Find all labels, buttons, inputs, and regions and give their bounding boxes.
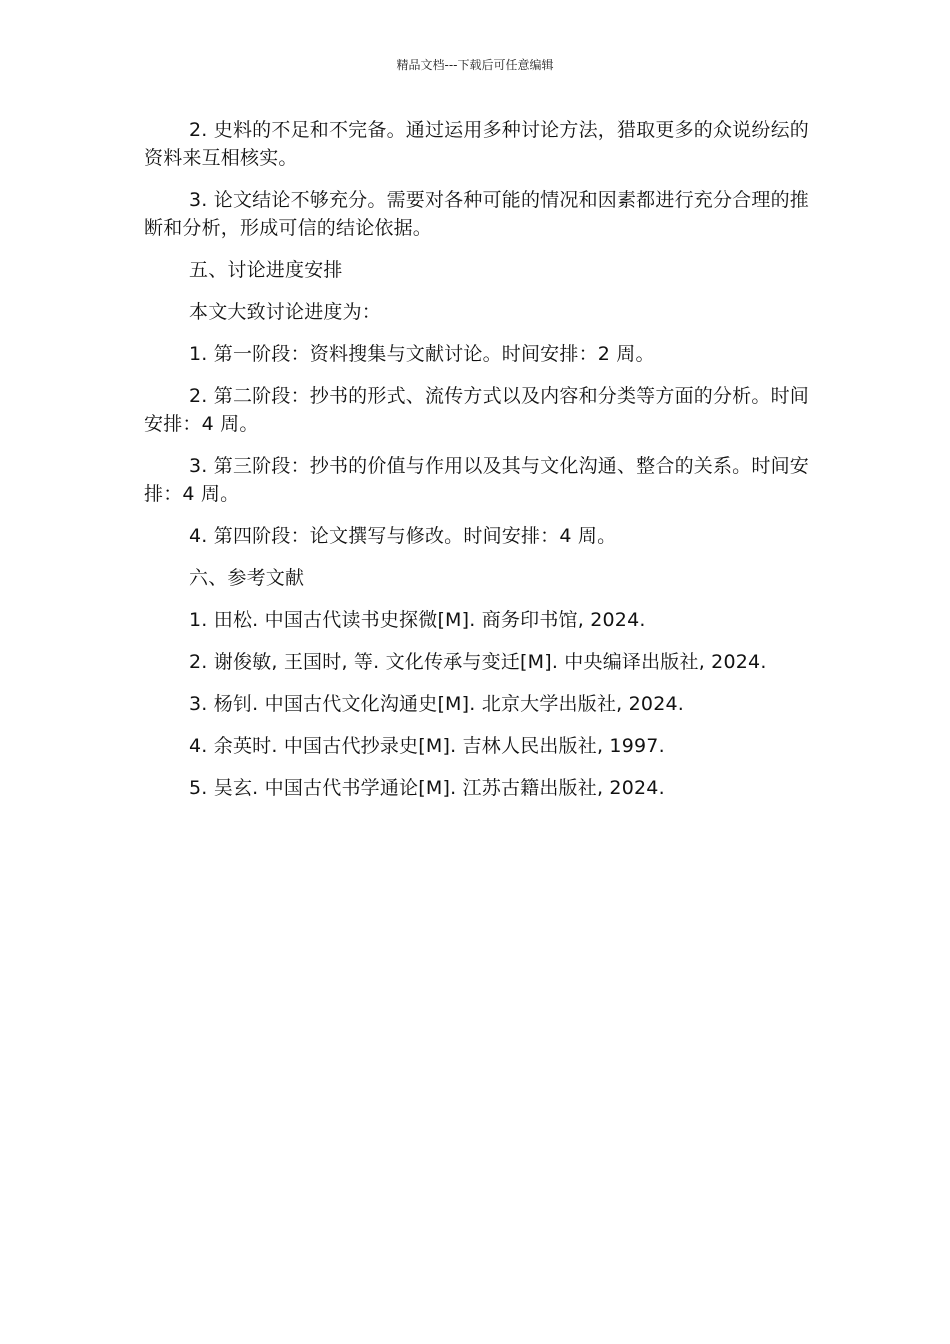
schedule-item-4: 4. 第四阶段：论文撰写与修改。时间安排：4 周。 [189, 525, 617, 547]
paragraph-limitation-3: 3. 论文结论不够充分。需要对各种可能的情况和因素都进行充分合理的推断和分析，形成可信的结论依据。 [144, 189, 809, 239]
section-heading-references: 六、参考文献 [189, 567, 305, 589]
page-header: 精品文档---下载后可任意编辑 [396, 58, 554, 72]
reference-item-1: 1. 田松. 中国古代读书史探微[M]. 商务印书馆, 2024. [189, 609, 646, 631]
reference-item-3: 3. 杨钊. 中国古代文化沟通史[M]. 北京大学出版社, 2024. [189, 693, 685, 715]
schedule-item-1: 1. 第一阶段：资料搜集与文献讨论。时间安排：2 周。 [189, 343, 655, 365]
schedule-item-3: 3. 第三阶段：抄书的价值与作用以及其与文化沟通、整合的关系。时间安排：4 周。 [144, 455, 809, 505]
section-heading-schedule: 五、讨论进度安排 [189, 259, 343, 281]
schedule-item-2: 2. 第二阶段：抄书的形式、流传方式以及内容和分类等方面的分析。时间安排：4 周。 [144, 385, 809, 435]
reference-item-5: 5. 吴玄. 中国古代书学通论[M]. 江苏古籍出版社, 2024. [189, 777, 665, 799]
paragraph-schedule-intro: 本文大致讨论进度为： [189, 301, 382, 323]
document-body [144, 116, 812, 816]
reference-item-2: 2. 谢俊敏, 王国时, 等. 文化传承与变迁[M]. 中央编译出版社, 2024. [189, 651, 767, 673]
reference-item-4: 4. 余英时. 中国古代抄录史[M]. 吉林人民出版社, 1997. [189, 735, 665, 757]
paragraph-limitation-2: 2. 史料的不足和不完备。通过运用多种讨论方法，猎取更多的众说纷纭的资料来互相核实。 [144, 119, 809, 169]
